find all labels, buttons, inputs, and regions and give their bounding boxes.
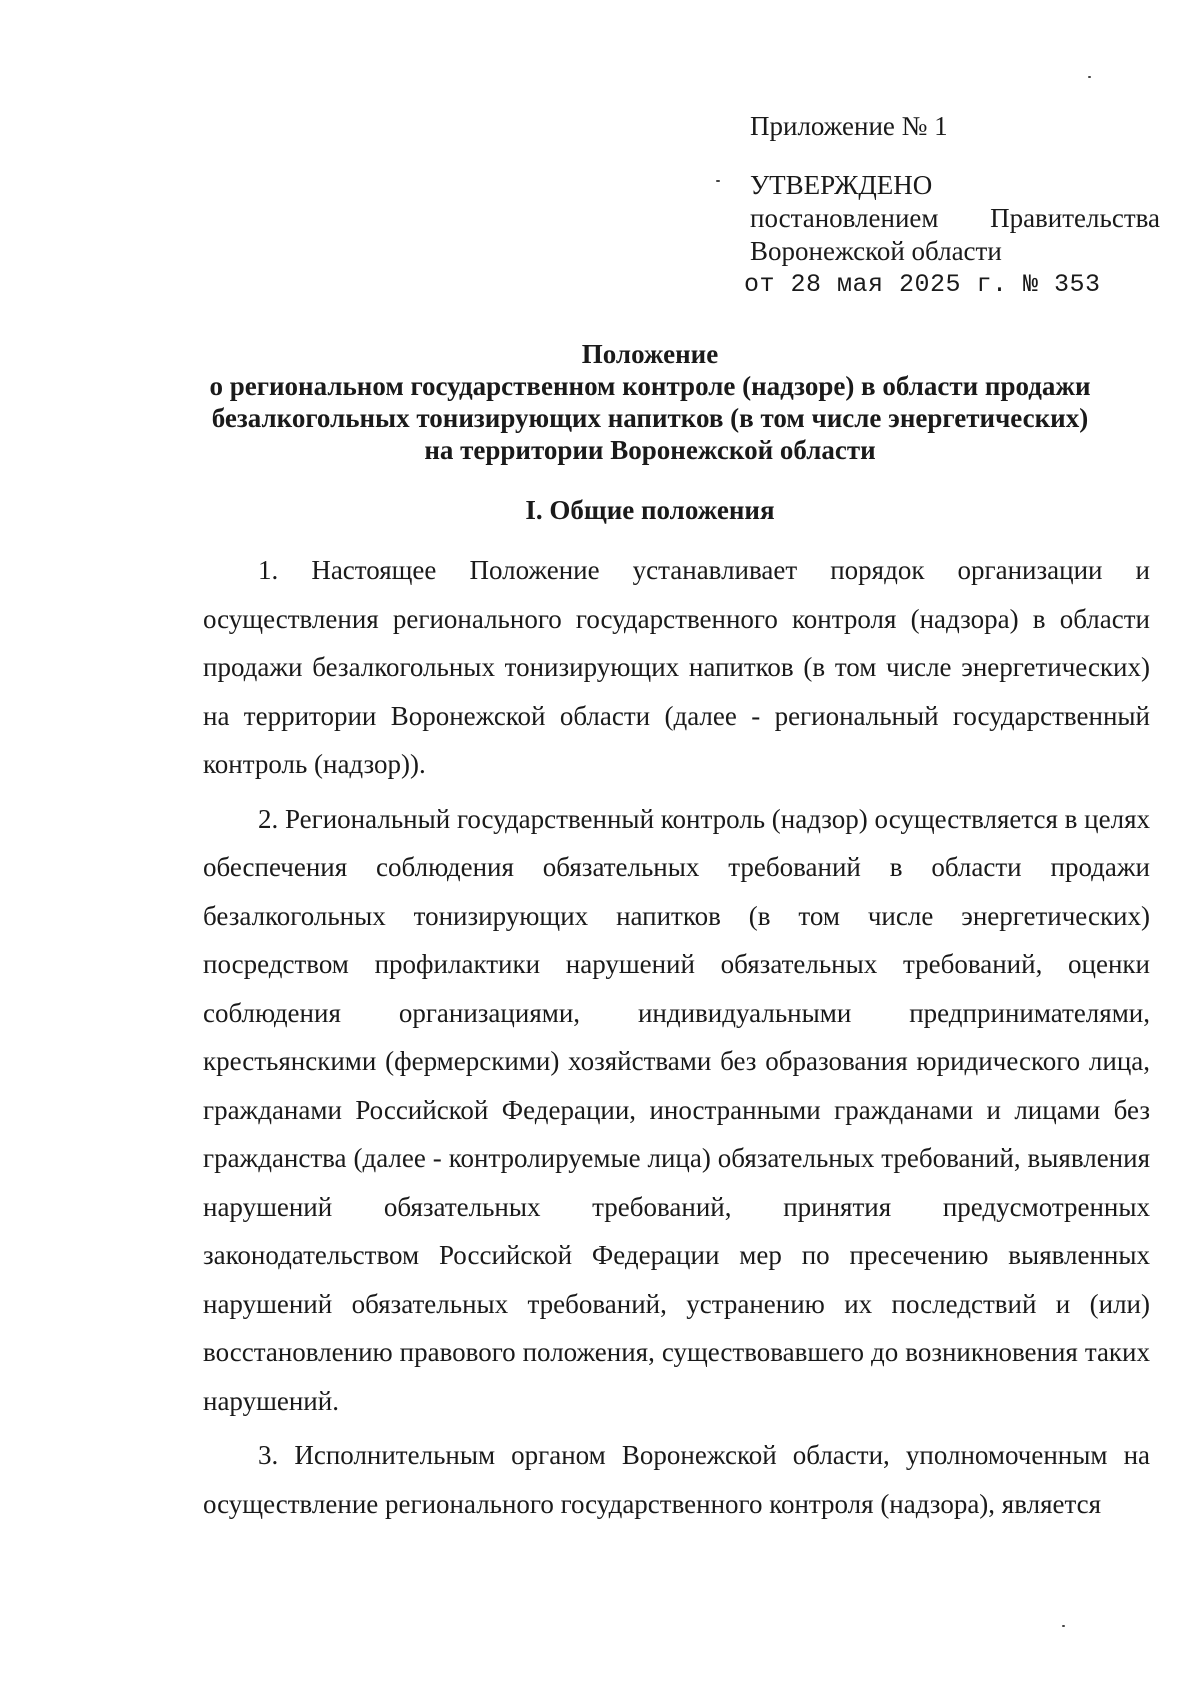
scan-speck — [1062, 1625, 1065, 1627]
scan-speck — [1088, 76, 1091, 78]
approved-region-line: Воронежской области — [750, 236, 1002, 266]
approved-stamp-text: УТВЕРЖДЕНО — [750, 170, 933, 200]
approval-date-number: от 28 мая 2025 г. № 353 — [744, 270, 1101, 299]
title-line-2: о региональном государственном контроле (надзоре) в области продажи — [209, 371, 1091, 401]
title-line-3: безалкогольных тонизирующих напитков (в том числе энергетических) — [211, 403, 1089, 433]
document-body — [203, 546, 1150, 1534]
title-line-1: Положение — [581, 339, 719, 369]
section-heading: I. Общие положения — [525, 495, 775, 525]
approved-by-line: постановлением Правительства — [750, 203, 1160, 233]
paragraph-1: 1. Настоящее Положение устанавливает порядок организации и осуществления регионального государственного контроля (надзора) в области продажи безалкогольных тонизирующих напитков (в том числе энергетических) на территории Воронежской области (далее - региональный государственный контроль (надзор)). — [203, 555, 1150, 779]
paragraph-2: 2. Региональный государственный контроль (надзор) осуществляется в целях обеспечения соблюдения обязательных требований в области продажи безалкогольных тонизирующих напитков (в том числе энергетических) посредством профилактики нарушений обязательных требований, оценки соблюдения организациями, индивидуальными предпринимателями, крестьянскими (фермерскими) хозяйствами без образования юридического лица, гражданами Российской Федерации, иностранными гражданами и лицами без гражданства (далее - контролируемые лица) обязательных требований, выявления нарушений обязательных требований, принятия предусмотренных законодательством Российской Федерации мер по пресечению выявленных нарушений обязательных требований, устранению их последствий и (или) восстановлению правового положения, существовавшего до возникновения таких нарушений. — [203, 803, 1150, 1416]
title-line-4: на территории Воронежской области — [424, 435, 876, 465]
scan-speck — [716, 180, 720, 182]
annex-label: Приложение № 1 — [750, 111, 948, 141]
approval-block — [744, 110, 1160, 301]
paragraph-3: 3. Исполнительным органом Воронежской области, уполномоченным на осуществление регионального государственного контроля (надзора), является — [203, 1440, 1150, 1519]
document-title — [150, 338, 1150, 466]
